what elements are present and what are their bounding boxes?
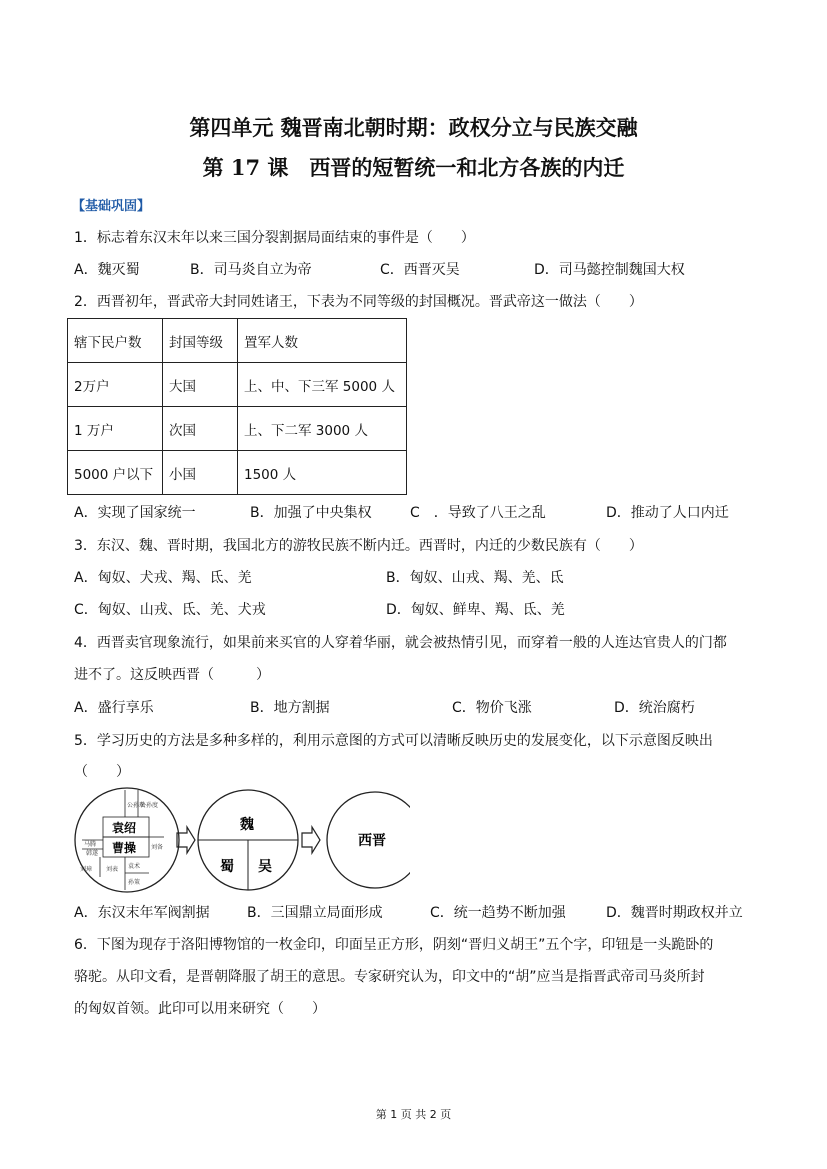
label-wei: 魏	[240, 817, 254, 833]
table-cell: 上、下二军 3000 人	[238, 407, 407, 451]
label-han-sui: 韩遂	[86, 850, 99, 857]
q5-stem-line2: （ ）	[74, 764, 130, 780]
q4-option-a: A．盛行享乐	[74, 700, 154, 716]
q4-option-d: D．统治腐朽	[614, 700, 695, 716]
q1-stem: 1．标志着东汉末年以来三国分裂割据局面结束的事件是（ ）	[74, 230, 475, 246]
history-diagram	[70, 785, 410, 895]
q3-option-d: D．匈奴、鲜卑、羯、氐、羌	[386, 602, 565, 618]
label-yuan-shao: 袁绍	[112, 821, 137, 835]
table-cell: 2万户	[68, 363, 163, 407]
q4-option-c: C．物价飞涨	[452, 700, 532, 716]
label-gongsun-du: 公孙度	[140, 802, 159, 809]
q6-line1: 6．下图为现存于洛阳博物馆的一枚金印，印面呈正方形，阴刻“晋归义胡王”五个字，印钮是一头跪卧的	[74, 937, 714, 953]
label-ma-teng: 马腾	[84, 841, 97, 848]
q5-stem-line1: 5．学习历史的方法是多种多样的，利用示意图的方式可以清晰反映历史的发展变化，以下示意图反映出	[74, 733, 713, 749]
unit-title: 第四单元 魏晋南北朝时期：政权分立与民族交融	[189, 115, 638, 140]
table-cell: 1 万户	[68, 407, 163, 451]
table-header: 辖下民户数	[68, 319, 163, 363]
q5-option-d: D．魏晋时期政权并立	[606, 905, 743, 921]
table-header: 置军人数	[238, 319, 407, 363]
q5-option-c: C．统一趋势不断加强	[430, 905, 566, 921]
q6-line3: 的匈奴首领。此印可以用来研究（ ）	[74, 1001, 326, 1017]
q4-stem-line1: 4．西晋卖官现象流行，如果前来买官的人穿着华丽，就会被热情引见，而穿着一般的人连达官贵人的门都	[74, 635, 727, 651]
label-shu: 蜀	[220, 859, 234, 875]
arrow-icon	[302, 827, 320, 853]
label-cao-cao: 曹操	[112, 841, 137, 855]
label-western-jin: 西晋	[358, 833, 386, 849]
label-gongsun-zan: 公孙瓒	[127, 802, 146, 809]
q6-line2: 骆驼。从印文看，是晋朝降服了胡王的意思。专家研究认为，印文中的“胡”应当是指晋武帝司马炎所封	[74, 969, 705, 985]
q2-option-d: D．推动了人口内迁	[606, 505, 729, 521]
lesson-title: 第 17 课 西晋的短暂统一和北方各族的内迁	[202, 155, 625, 180]
q5-option-a: A．东汉末年军阀割据	[74, 905, 210, 921]
table-header: 封国等级	[163, 319, 238, 363]
table-cell: 5000 户以下	[68, 451, 163, 495]
label-liu-biao: 刘表	[106, 866, 119, 873]
q3-option-c: C．匈奴、山戎、氐、羌、犬戎	[74, 602, 266, 618]
table-header-row	[68, 319, 407, 363]
label-liu-zhang: 刘璋	[80, 866, 93, 873]
q1-option-a: A．魏灭蜀	[74, 262, 140, 278]
q3-option-a: A．匈奴、犬戎、羯、氐、羌	[74, 570, 252, 586]
table-cell: 上、中、下三军 5000 人	[238, 363, 407, 407]
table-cell: 次国	[163, 407, 238, 451]
label-sun-ce: 孙策	[128, 879, 141, 886]
q2-stem: 2．西晋初年，晋武帝大封同姓诸王，下表为不同等级的封国概况。晋武帝这一做法（ ）	[74, 294, 643, 310]
q3-option-b: B．匈奴、山戎、羯、羌、氐	[386, 570, 564, 586]
q2-option-c: C ．导致了八王之乱	[410, 505, 546, 521]
table-cell: 小国	[163, 451, 238, 495]
label-wu: 吴	[258, 859, 272, 875]
table-row	[68, 363, 407, 407]
q3-stem: 3．东汉、魏、晋时期，我国北方的游牧民族不断内迁。西晋时，内迁的少数民族有（ ）	[74, 538, 643, 554]
q2-option-a: A．实现了国家统一	[74, 505, 196, 521]
fief-table	[67, 318, 407, 495]
q4-option-b: B．地方割据	[250, 700, 330, 716]
table-row	[68, 407, 407, 451]
q2-option-b: B．加强了中央集权	[250, 505, 372, 521]
arrow-icon	[177, 827, 195, 853]
q4-stem-line2: 进不了。这反映西晋（ ）	[74, 667, 270, 683]
label-yuan-shu: 袁术	[128, 863, 141, 870]
table-row	[68, 451, 407, 495]
label-liu-bei: 刘备	[151, 844, 164, 851]
section-heading: 【基础巩固】	[72, 199, 151, 214]
q5-option-b: B．三国鼎立局面形成	[247, 905, 383, 921]
page-footer: 第 1 页 共 2 页	[375, 1108, 452, 1121]
table-cell: 大国	[163, 363, 238, 407]
q1-option-c: C．西晋灭吴	[380, 262, 460, 278]
table-cell: 1500 人	[238, 451, 407, 495]
q1-option-b: B．司马炎自立为帝	[190, 262, 312, 278]
q1-option-d: D．司马懿控制魏国大权	[534, 262, 685, 278]
